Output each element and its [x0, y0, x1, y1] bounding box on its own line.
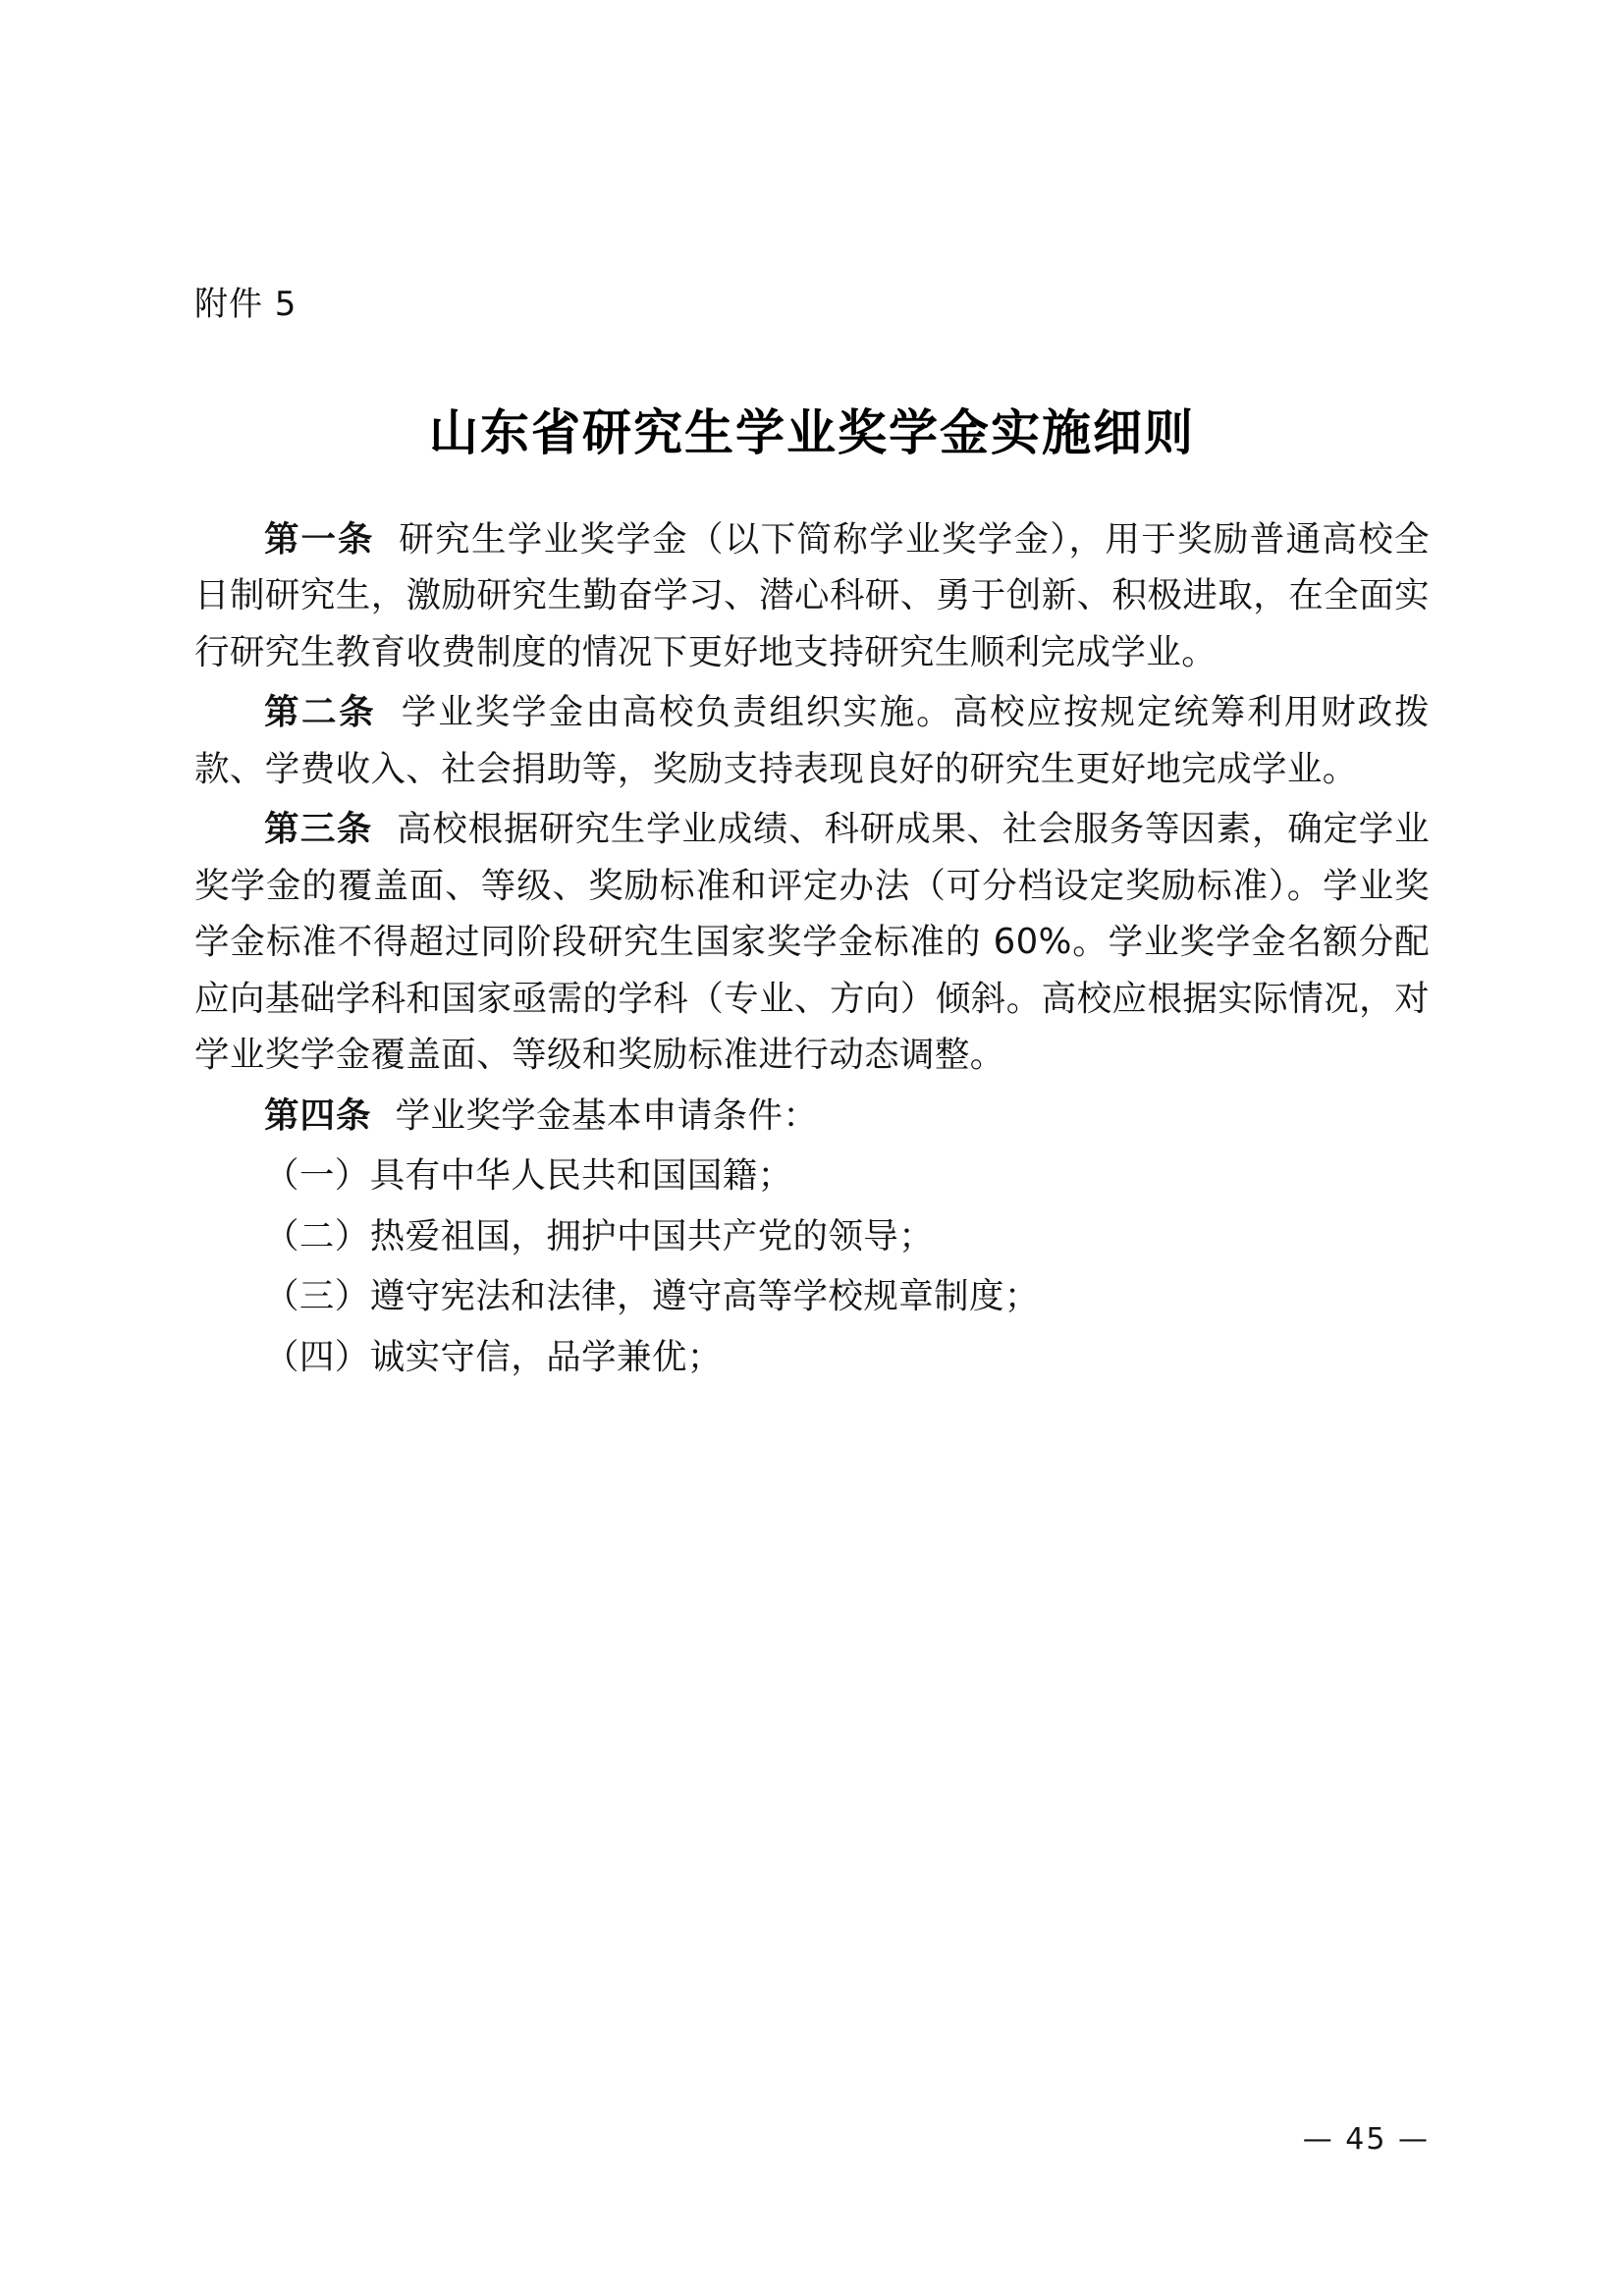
article-paragraph [194, 1088, 1430, 1145]
attachment-label: 附件 5 [194, 285, 298, 324]
document-body [194, 285, 1430, 1389]
article-paragraph [194, 801, 1430, 1084]
list-item: （一）具有中华人民共和国国籍； [264, 1155, 793, 1197]
article-text: 研究生学业奖学金（以下简称学业奖学金），用于奖励普通高校全日制研究生，激励研究生勤奋学习、潜心科研、勇于创新、积极进取，在全面实行研究生教育收费制度的情况下更好地支持研究生顺利完成学业。 [194, 518, 1430, 672]
article-text: 学业奖学金由高校负责组织实施。高校应按规定统筹利用财政拨款、学费收入、社会捐助等，奖励支持表现良好的研究生更好地完成学业。 [194, 692, 1430, 789]
list-item: （二）热爱祖国，拥护中国共产党的领导； [264, 1215, 935, 1256]
article-paragraph [194, 511, 1430, 681]
page-title: 山东省研究生学业奖学金实施细则 [429, 402, 1195, 461]
page-number: — 45 — [1302, 2122, 1430, 2157]
list-item: （三）遵守宪法和法律，遵守高等学校规章制度； [264, 1276, 1040, 1317]
article-text: 高校根据研究生学业成绩、科研成果、社会服务等因素，确定学业奖学金的覆盖面、等级、奖励标准和评定办法（可分档设定奖励标准）。学业奖学金标准不得超过同阶段研究生国家奖学金标准的 60%。学业奖学金名额分配应向基础学科和国家亟需的学科（专业、方向）倾斜。高校应根据实际情况，对学业奖学金覆盖面、等级和奖励标准进行动态调整。 [194, 809, 1430, 1076]
article-number: 第一条 [264, 518, 375, 560]
list-item: （四）诚实守信，品学兼优； [264, 1336, 723, 1377]
article-number: 第二条 [264, 692, 377, 733]
article-number: 第四条 [264, 1095, 372, 1136]
article-number: 第三条 [264, 809, 373, 850]
article-text: 学业奖学金基本申请条件： [395, 1095, 819, 1136]
article-paragraph [194, 684, 1430, 797]
article-list [194, 511, 1430, 1386]
